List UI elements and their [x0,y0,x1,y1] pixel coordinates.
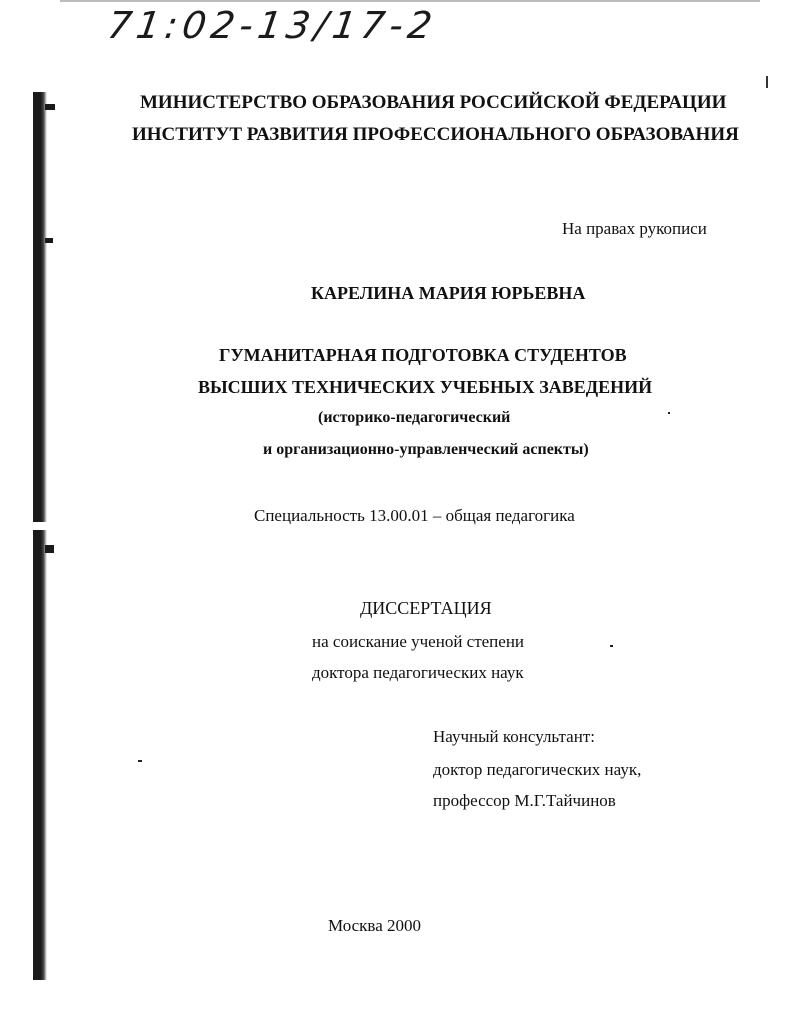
author-name: КАРЕЛИНА МАРИЯ ЮРЬЕВНА [311,283,586,303]
title-line-1: ГУМАНИТАРНАЯ ПОДГОТОВКА СТУДЕНТОВ [219,345,627,365]
scan-speck [668,412,670,414]
scan-speck [610,645,613,647]
institute-heading: ИНСТИТУТ РАЗВИТИЯ ПРОФЕССИОНАЛЬНОГО ОБРАЗОВАНИЯ [132,124,739,145]
place-year: Москва 2000 [328,916,422,935]
scan-notch [45,104,55,110]
advisor-degree: доктор педагогических наук, [433,760,642,779]
scan-mark-right [766,76,768,88]
ministry-heading: МИНИСТЕРСТВО ОБРАЗОВАНИЯ РОССИЙСКОЙ ФЕДЕРАЦИИ [140,92,727,113]
scan-speck [138,760,142,762]
degree-line-2: доктора педагогических наук [312,663,524,682]
scan-binding-edge-lower [33,530,47,980]
degree-line-1: на соискание ученой степени [312,632,525,651]
specialty-line: Специальность 13.00.01 – общая педагогика [254,506,575,525]
rights-note: На правах рукописи [562,219,707,238]
subtitle-line-1: (историко-педагогический [318,409,511,426]
advisor-name: профессор М.Г.Тайчинов [433,791,616,810]
subtitle-line-2: и организационно-управленческий аспекты) [263,441,589,458]
scan-binding-edge-upper [33,92,47,522]
advisor-label: Научный консультант: [433,727,595,746]
scan-top-edge [60,0,760,2]
dissertation-label: ДИССЕРТАЦИЯ [360,598,492,618]
scan-notch [45,545,54,553]
handwritten-archive-code: 71:02-13/17-2 [104,4,440,47]
title-line-2: ВЫСШИХ ТЕХНИЧЕСКИХ УЧЕБНЫХ ЗАВЕДЕНИЙ [198,377,653,397]
scan-notch [45,238,53,243]
